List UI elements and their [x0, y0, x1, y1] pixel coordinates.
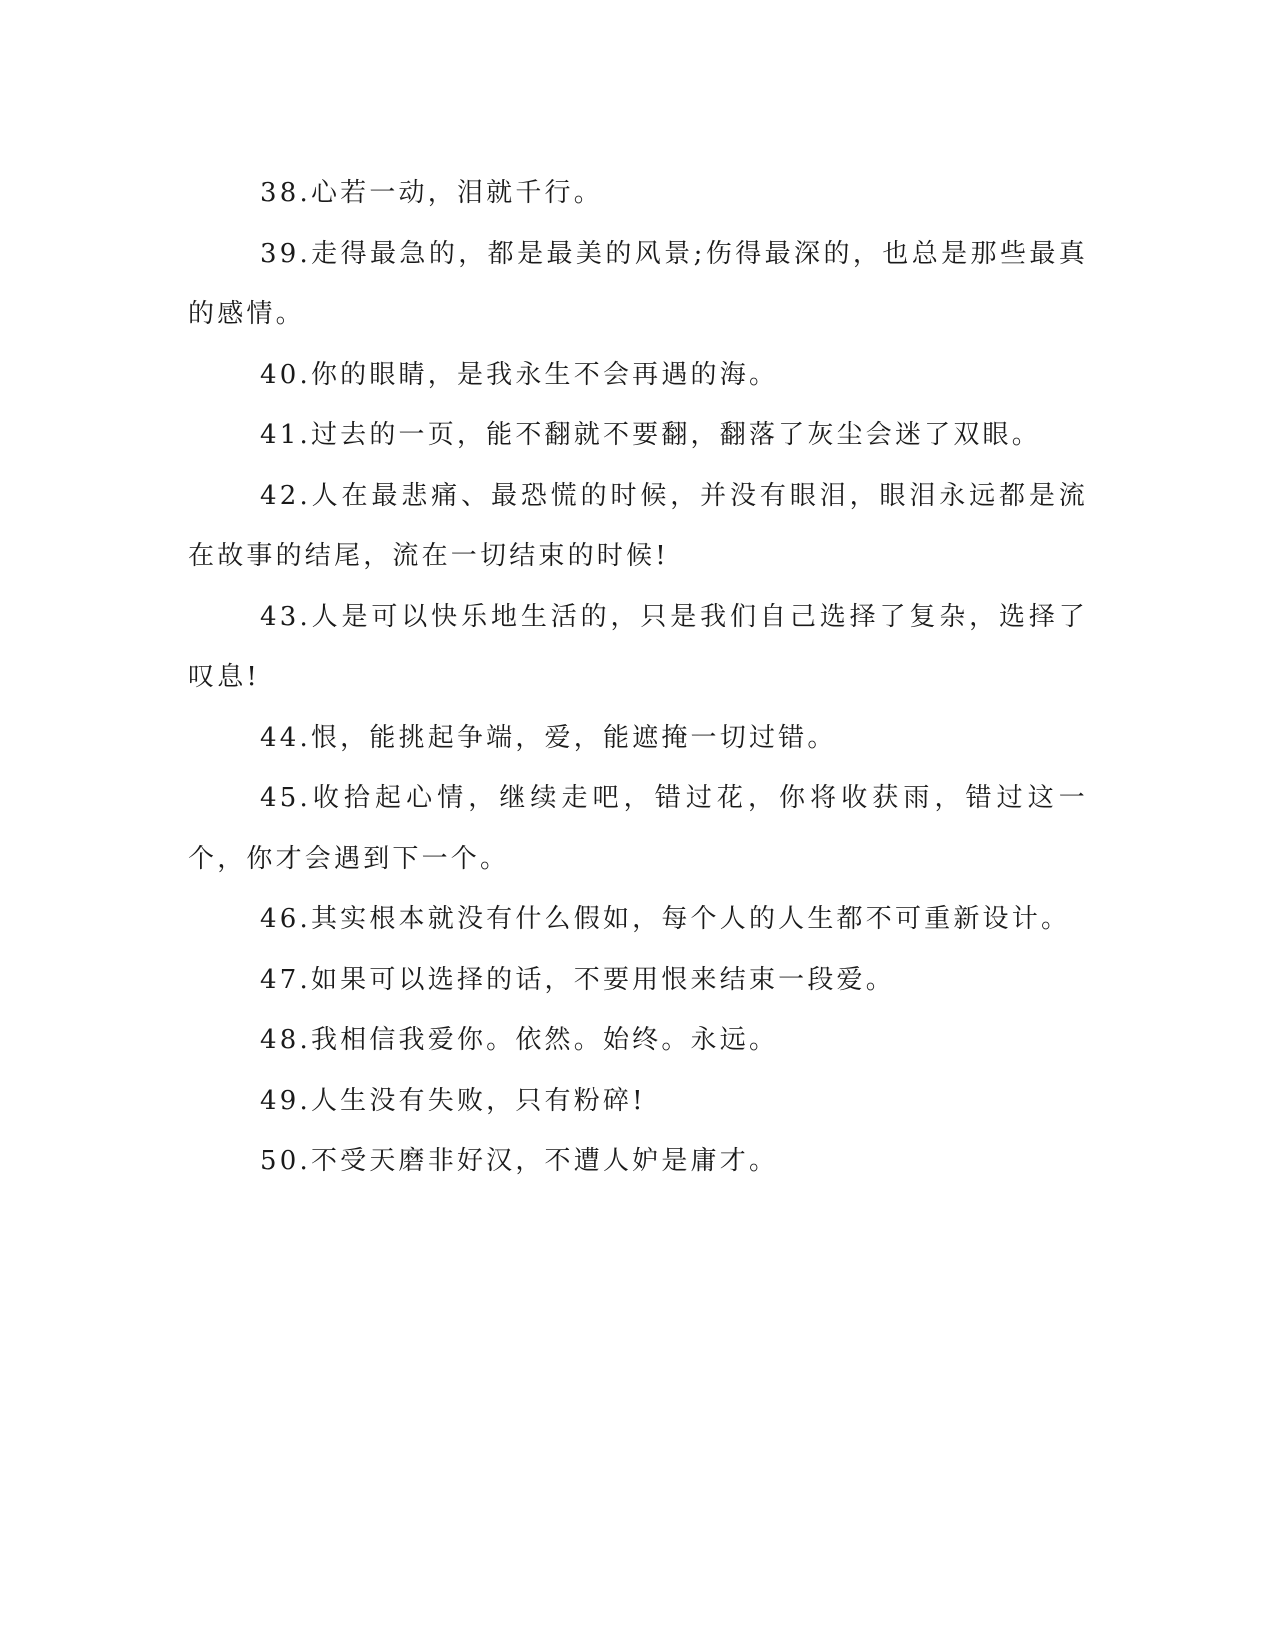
paragraph-49: 49.人生没有失败，只有粉碎!: [260, 1085, 646, 1116]
paragraph-39: 39.走得最急的，都是最美的风景;伤得最深的，也总是那些最真的感情。: [188, 238, 1088, 329]
paragraph-44: 44.恨，能挑起争端，爱，能遮掩一切过错。: [260, 722, 837, 753]
paragraph-48: 48.我相信我爱你。依然。始终。永远。: [260, 1025, 779, 1055]
paragraph-43: 43.人是可以快乐地生活的，只是我们自己选择了复杂，选择了叹息!: [188, 601, 1088, 692]
paragraph-50: 50.不受天磨非好汉，不遭人妒是庸才。: [260, 1146, 779, 1176]
paragraph-42: 42.人在最悲痛、最恐慌的时候，并没有眼泪，眼泪永远都是流在故事的结尾，流在一切结束的时候!: [188, 480, 1088, 571]
paragraph-46: 46.其实根本就没有什么假如，每个人的人生都不可重新设计。: [260, 904, 1071, 934]
paragraph-45: 45.收拾起心情，继续走吧，错过花，你将收获雨，错过这一个，你才会遇到下一个。: [188, 783, 1088, 874]
paragraph-41: 41.过去的一页，能不翻就不要翻，翻落了灰尘会迷了双眼。: [260, 420, 1041, 450]
paragraph-47: 47.如果可以选择的话，不要用恨来结束一段爱。: [260, 964, 895, 995]
paragraph-40: 40.你的眼睛，是我永生不会再遇的海。: [260, 359, 779, 390]
document-body: [188, 163, 1088, 1192]
paragraph-38: 38.心若一动，泪就千行。: [260, 178, 603, 208]
